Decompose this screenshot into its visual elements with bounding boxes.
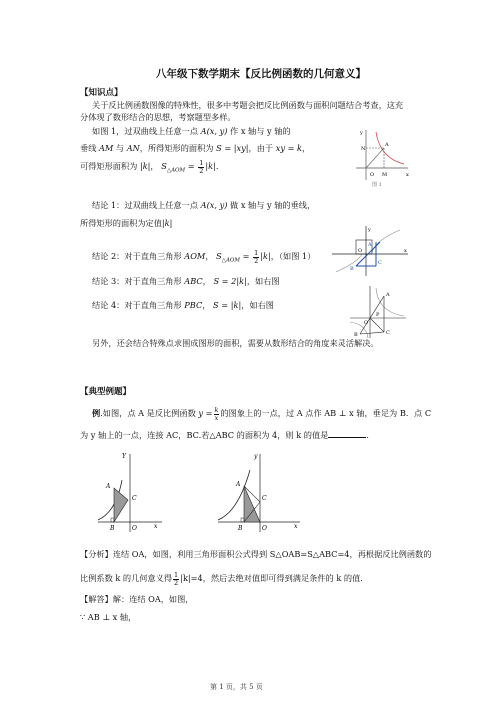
fig4-label-C: C <box>386 330 390 336</box>
fig1-label-A: A <box>385 142 389 148</box>
fig3-label-B: B <box>350 266 354 272</box>
conclusion-2: 结论 2：对于直角三角形 AOM， $S_{\triangle AOM}$ = $\frac{1}{2}$ |k|，（如图 1） <box>92 249 316 265</box>
rectangle-area-line: 垂线 AM 与 AN，所得矩形的面积为 S = |xy|，由于 xy = k， <box>80 143 311 153</box>
fig3-label-x: x <box>404 248 407 254</box>
fig1-label-N: N <box>361 146 366 152</box>
page-title: 八年级下数学期末【反比例函数的几何意义】 <box>156 68 366 80</box>
conclusion-4: 结论 4：对于直角三角形 PBC， S = |k|，如右图 <box>92 300 274 310</box>
fraction-k-over-x: $\frac{k}{x}$ <box>214 406 219 422</box>
figR-label-y: y <box>254 453 258 460</box>
figL-label-O: O <box>132 525 137 532</box>
question-line-2: 为 y 轴上的一点，连接 AC，BC.若△ABC 的面积为 4，则 k 的值是 ． <box>80 430 375 440</box>
fig4-label-P: P <box>376 312 380 318</box>
knowledge-heading: 【知识点】 <box>80 88 123 98</box>
triangle-area-line: 可得矩形面积为 |k|， $S_{\triangle AOM}$ = $\frac{1}{2}$ |k|. <box>80 159 219 175</box>
fig3-label-y: y <box>368 227 371 233</box>
example-figure-left <box>96 450 178 534</box>
intro-line-2: 分体现了数形结合的思想，考察题型多样。 <box>80 112 236 122</box>
figL-label-Y: Y <box>122 453 126 460</box>
page-footer: 第 1 页，共 5 页 <box>210 683 263 691</box>
conclusion-1-cont: 所得矩形的面积为定值|k| <box>80 218 173 228</box>
fig3-label-C: C <box>378 260 382 266</box>
fraction-half: $\frac{1}{2}$ <box>199 159 204 175</box>
analysis-line-2: 比例系数 k 的几何意义得 $\frac{1}{2}$ |k|=4，然后去绝对值即可得到满足条件的 k 的值． <box>80 571 369 587</box>
fig1-label-M: M <box>382 172 388 178</box>
figL-label-A: A <box>106 483 111 490</box>
figure1-text-line: 如图 1，过双曲线上任意一点 A(x, y) 作 x 轴与 y 轴的 <box>92 126 291 136</box>
figure-conclusion-3 <box>328 222 412 280</box>
fig1-label-y: y <box>360 130 363 136</box>
figure-conclusion-4 <box>346 282 410 340</box>
example-heading: 【典型例题】 <box>80 387 132 397</box>
figR-label-x: x <box>294 523 298 530</box>
conclusion-3: 结论 3：对于直角三角形 ABC， S = 2|k|，如右图 <box>92 276 280 286</box>
also-note: 另外，还会结合特殊点求围成图形的面积，需要从数形结合的角度来灵活解决。 <box>92 338 379 348</box>
example-figure-right <box>216 450 306 534</box>
question-line-1: 例.如图，点 A 是反比例函数 y = $\frac{k}{x}$ 的图象上的一点，过 A 点作 AB ⊥ x 轴，垂足为 B．点 C <box>92 406 432 422</box>
figR-label-O: O <box>262 525 267 532</box>
fig4-label-A: A <box>386 292 390 298</box>
analysis-line-1: 【分析】连结 OA，如图，利用三角形面积公式得到 S△OAB=S△ABC=4，再根据反比例函数的 <box>80 549 432 559</box>
solution-line-1: 【解答】解：连结 OA，如图， <box>80 594 194 604</box>
figR-label-B: B <box>238 525 243 532</box>
figL-label-x: x <box>154 523 158 530</box>
answer-blank <box>328 430 366 438</box>
figL-label-B: B <box>110 525 115 532</box>
figL-label-C: C <box>132 495 137 502</box>
fig1-label-O: O <box>370 172 375 178</box>
fig1-label-x: x <box>406 172 409 178</box>
fig1-caption: 图 1 <box>372 182 382 188</box>
figR-label-C: C <box>262 495 267 502</box>
solution-line-2: ∵ AB ⊥ x 轴， <box>80 612 137 622</box>
figure-1 <box>346 124 416 188</box>
conclusion-1: 结论 1：过双曲线上任意一点 A(x, y) 做 x 轴与 y 轴的垂线， <box>92 200 316 210</box>
fig3-label-A: A <box>368 242 372 248</box>
intro-line-1: 关于反比例函数图像的特殊性，很多中考题会把反比例函数与面积问题结合考查，这充 <box>92 100 404 110</box>
figR-label-A: A <box>236 481 241 488</box>
fig4-label-B: B <box>354 332 358 338</box>
fig4-label-O: O <box>364 320 369 326</box>
fig3-label-O: O <box>358 248 363 254</box>
